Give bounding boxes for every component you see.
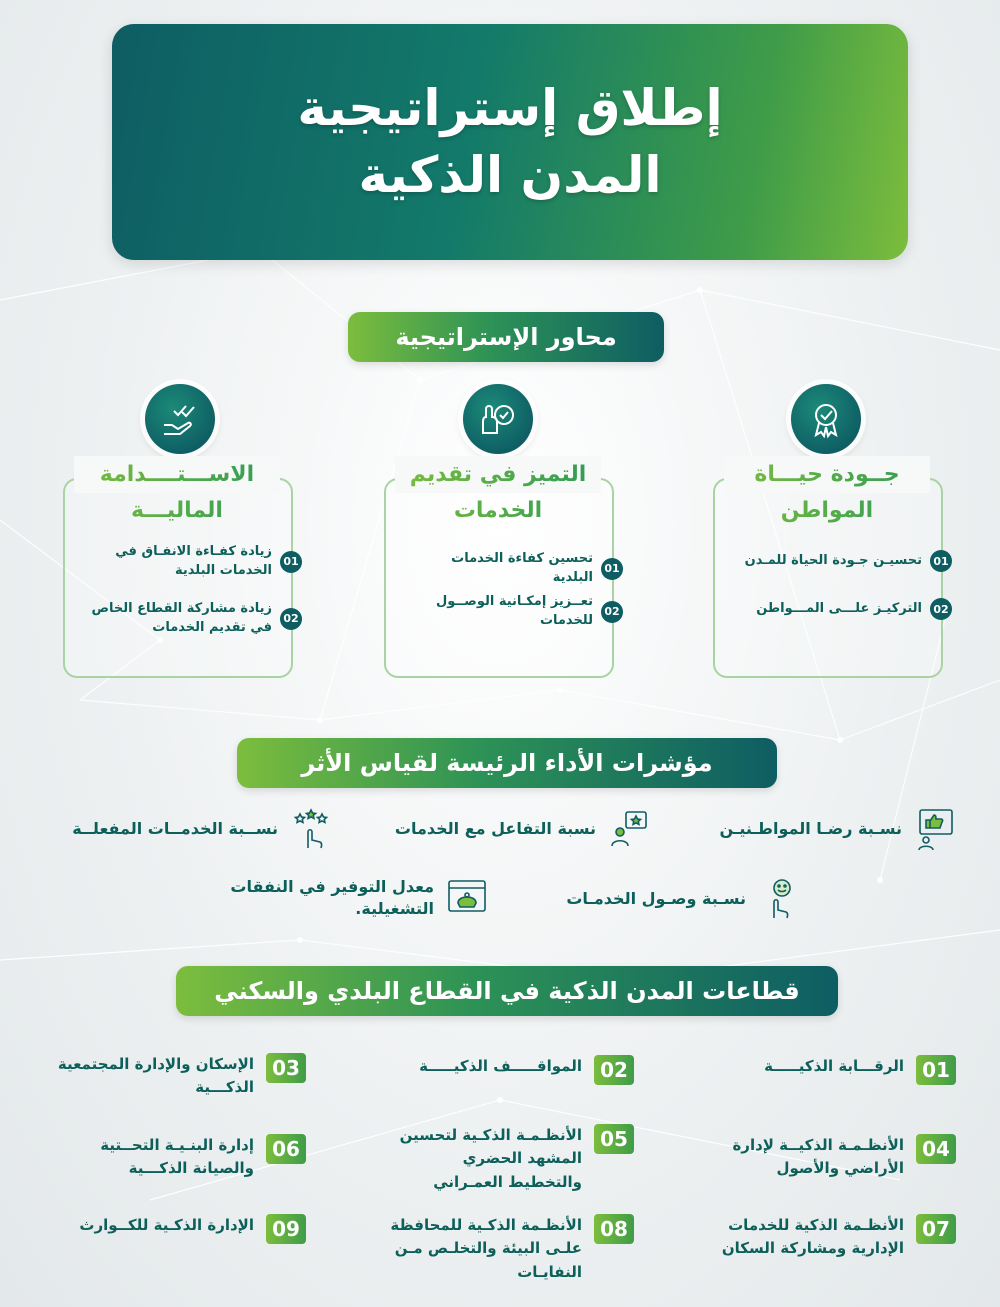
card-title-line1: جــودة حيـــاة <box>724 456 930 493</box>
strategy-item <box>413 550 623 588</box>
kpi-item <box>72 808 332 850</box>
item-number: 02 <box>601 601 623 623</box>
sector-item <box>56 1053 306 1100</box>
interaction-icon <box>608 808 650 850</box>
kpi-text: نســبة الخدمــات المفعلــة <box>72 818 278 838</box>
sector-number: 04 <box>916 1134 956 1164</box>
citizen-satisfaction-icon <box>914 808 956 850</box>
item-text: زيادة مشاركة القطاع الخاص في تقديم الخدمات <box>91 601 272 635</box>
sector-number: 06 <box>266 1134 306 1164</box>
activated-services-icon <box>290 808 332 850</box>
strategy-item <box>86 543 302 581</box>
service-icon <box>463 384 533 454</box>
sector-text: الرقـــابة الذكيـــــة <box>764 1057 904 1075</box>
card-title-wrap-2 <box>74 456 280 493</box>
kpi-text: نسبة التفاعل مع الخدمات <box>394 818 596 838</box>
kpi-item <box>720 808 956 850</box>
strategy-item <box>413 593 623 631</box>
sector-text: الإدارة الذكـية للكــوارث <box>79 1216 254 1234</box>
sector-number: 02 <box>594 1055 634 1085</box>
strategy-item <box>742 550 952 572</box>
kpi-item <box>566 878 800 920</box>
sector-item <box>56 1134 306 1181</box>
item-number: 02 <box>930 598 952 620</box>
sector-text: إدارة البنـيـة التحــتية والصيانة الذكـــية <box>100 1136 254 1178</box>
sector-number: 05 <box>594 1124 634 1154</box>
kpi-text-line2: التشغيلية. <box>355 899 434 919</box>
sector-text: الأنظـمـة الذكـية لتحسين المشهد الحضري والتخطيط العمـراني <box>399 1126 582 1191</box>
sectors-section-title: قطاعات المدن الذكية في القطاع البلدي والسكني <box>176 966 838 1016</box>
header-title-line1: إطلاق إستراتيجية <box>297 78 723 137</box>
sector-item <box>384 1055 634 1085</box>
item-text: التركيـز علـــى المـــواطن <box>756 600 922 616</box>
header-banner <box>112 24 908 260</box>
badge-icon <box>791 384 861 454</box>
sector-number: 07 <box>916 1214 956 1244</box>
sector-number: 01 <box>916 1055 956 1085</box>
card-title-wrap-1 <box>395 456 601 493</box>
sector-text: الأنظـمـة الذكيــة لإدارة الأراضي والأصول <box>732 1136 904 1178</box>
kpi-item <box>230 876 488 921</box>
kpi-section-title: مؤشرات الأداء الرئيسة لقياس الأثر <box>237 738 777 788</box>
item-number: 01 <box>930 550 952 572</box>
sector-text: الأنظـمة الذكية للخدمات الإدارية ومشاركة السكان <box>721 1216 904 1258</box>
card-title-line1: التميز في تقديم <box>395 456 601 493</box>
item-text: تعــزيز إمكـانية الوصــول للخدمات <box>435 594 593 628</box>
sector-item <box>716 1055 956 1085</box>
service-access-icon <box>758 878 800 920</box>
sector-item <box>384 1214 634 1284</box>
card-title-line1: الاســـتــــدامة <box>74 456 280 493</box>
strategy-item <box>86 600 302 638</box>
savings-icon <box>446 877 488 919</box>
header-title-line2: المدن الذكية <box>358 146 662 204</box>
sector-text: المواقـــــف الذكيـــــة <box>419 1057 582 1075</box>
kpi-text: نسـبة رضـا المواطـنيـن <box>719 818 902 838</box>
item-text: زيادة كفـاءة الانفـاق في الخدمات البلدية <box>115 544 272 578</box>
card-title-line2: الماليـــة <box>74 492 280 529</box>
sector-number: 08 <box>594 1214 634 1244</box>
kpi-text-line1: معدل التوفير في النفقات <box>230 877 434 896</box>
sector-text: الإسكان والإدارة المجتمعية الذكـــية <box>57 1055 254 1097</box>
item-number: 01 <box>601 558 623 580</box>
sector-number: 03 <box>266 1053 306 1083</box>
sector-text: الأنظـمة الذكـية للمحافظة علـى البيئة والتخلـص مـن النفايـات <box>390 1216 582 1281</box>
sector-item <box>384 1124 634 1194</box>
card-title-line2: الخدمات <box>395 492 601 529</box>
item-text: تحسيـن جـودة الحياة للمـدن <box>744 552 922 568</box>
card-title-line2: المواطن <box>724 492 930 529</box>
sector-item <box>716 1134 956 1181</box>
kpi-text: نسـبة وصـول الخدمـات <box>566 888 746 908</box>
item-text: تحسين كفاءة الخدمات البلدية <box>451 551 593 585</box>
item-number: 01 <box>280 551 302 573</box>
card-title-wrap-0 <box>724 456 930 493</box>
sector-item <box>56 1214 306 1244</box>
strategy-item <box>742 598 952 620</box>
hand-check-icon <box>145 384 215 454</box>
kpi-item <box>395 808 650 850</box>
strategy-section-title: محاور الإستراتيجية <box>348 312 664 362</box>
item-number: 02 <box>280 608 302 630</box>
sector-item <box>716 1214 956 1261</box>
sector-number: 09 <box>266 1214 306 1244</box>
